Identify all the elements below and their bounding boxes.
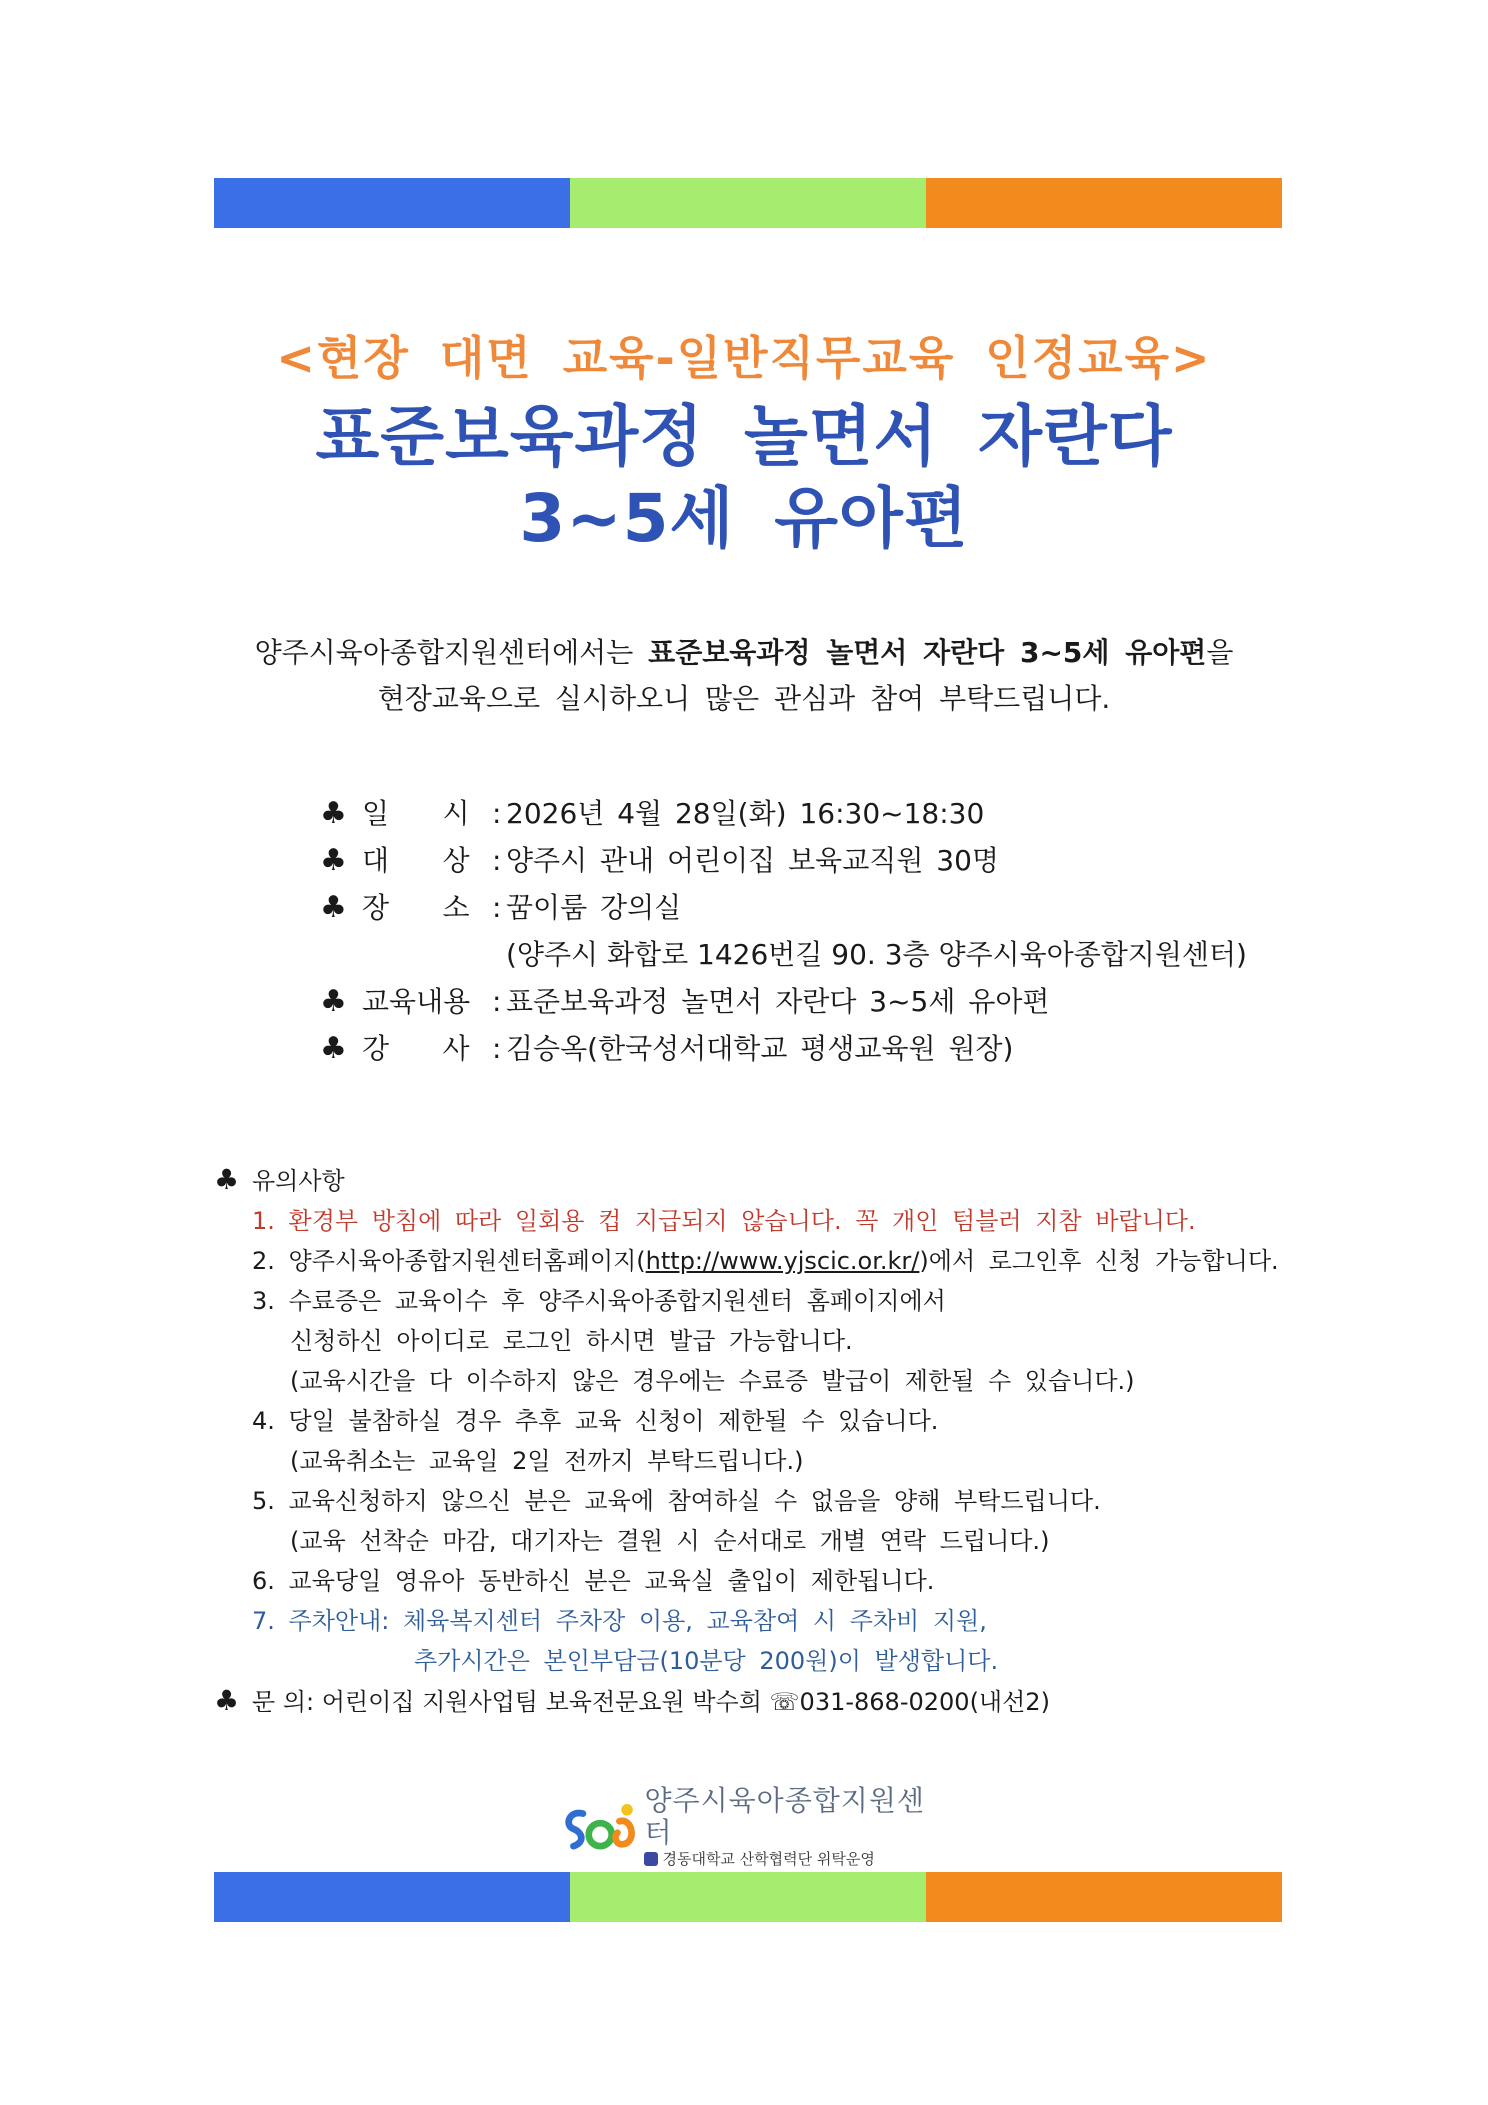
intro-bold-title: 표준보육과정 놀면서 자란다 3~5세 유아편 [648, 636, 1207, 669]
detail-label: 강 사 [362, 1032, 470, 1065]
detail-label: 일 시 [362, 797, 470, 830]
note-5-cont: (교육 선착순 마감, 대기자는 결원 시 순서대로 개별 연락 드립니다.) [290, 1527, 1050, 1555]
top-bar-blue [214, 178, 570, 228]
logo-mark-icon [560, 1799, 640, 1855]
logo-text [644, 1785, 940, 1869]
detail-content [320, 978, 1247, 1025]
logo-sub [644, 1849, 940, 1869]
notes-heading [214, 1160, 1279, 1201]
logo-name: 양주시육아종합지원센터 [644, 1784, 925, 1849]
note-3-cont: (교육시간을 다 이수하지 않은 경우에는 수료증 발급이 제한될 수 있습니다.) [290, 1367, 1135, 1395]
note-3: 3. 수료증은 교육이수 후 양주시육아종합지원센터 홈페이지에서 [252, 1287, 946, 1315]
note-1: 1. 환경부 방침에 따라 일회용 컵 지급되지 않습니다. 꼭 개인 텀블러 지참 바랍니다. [252, 1207, 1196, 1235]
detail-value: 김승옥(한국성서대학교 평생교육원 원장) [506, 1032, 1014, 1065]
subtitle: <현장 대면 교육-일반직무교육 인정교육> [276, 331, 1212, 385]
top-bar-orange [926, 178, 1282, 228]
center-logo [560, 1784, 940, 1868]
bottom-color-bar [214, 1872, 1282, 1922]
detail-target [320, 837, 1247, 884]
intro-paragraph [0, 630, 1488, 722]
homepage-link[interactable]: http://www.yjscic.or.kr/ [645, 1247, 920, 1275]
detail-lecturer [320, 1025, 1247, 1072]
detail-date [320, 790, 1247, 837]
detail-sep: : [492, 844, 502, 877]
detail-sep: : [492, 1032, 502, 1065]
note-2 [214, 1241, 1279, 1281]
intro-text: 양주시육아종합지원센터에서는 [254, 636, 649, 669]
detail-sep: : [492, 985, 502, 1018]
notes-heading-text: 유의사항 [252, 1167, 345, 1195]
intro-text-end: 을 [1206, 636, 1234, 669]
intro-line-1 [0, 630, 1488, 676]
detail-sep: : [492, 797, 502, 830]
contact-line [214, 1681, 1279, 1722]
contact-text: 문 의: 어린이집 지원사업팀 보육전문요원 박수희 ☏031-868-0200(내선2) [252, 1688, 1050, 1716]
detail-value: 표준보육과정 놀면서 자란다 3~5세 유아편 [506, 985, 1050, 1018]
note-7: 7. 주차안내: 체육복지센터 주차장 이용, 교육참여 시 주차비 지원, [252, 1607, 987, 1635]
club-icon: ♣ [320, 890, 347, 925]
detail-value: 2026년 4월 28일(화) 16:30~18:30 [506, 797, 985, 830]
note-3-cont: 신청하신 아이디로 로그인 하시면 발급 가능합니다. [290, 1327, 853, 1355]
bottom-bar-green [570, 1872, 926, 1922]
intro-line-2: 현장교육으로 실시하오니 많은 관심과 참여 부탁드립니다. [377, 682, 1111, 715]
detail-label: 장 소 [362, 891, 470, 924]
bottom-bar-orange [926, 1872, 1282, 1922]
note-5: 5. 교육신청하지 않으신 분은 교육에 참여하실 수 없음을 양해 부탁드립니다. [252, 1487, 1101, 1515]
note-7-cont: 추가시간은 본인부담금(10분당 200원)이 발생합니다. [414, 1647, 999, 1675]
detail-value: 꿈이룸 강의실 [506, 891, 682, 924]
bottom-bar-blue [214, 1872, 570, 1922]
note-4: 4. 당일 불참하실 경우 추후 교육 신청이 제한될 수 있습니다. [252, 1407, 939, 1435]
detail-label: 교육내용 [362, 985, 471, 1018]
top-color-bar [214, 178, 1282, 228]
detail-value: 양주시 관내 어린이집 보육교직원 30명 [506, 844, 999, 877]
detail-place [320, 884, 1247, 931]
logo-sub-text: 경동대학교 산학협력단 위탁운영 [662, 1850, 875, 1868]
club-icon: ♣ [214, 1163, 240, 1196]
club-icon: ♣ [214, 1684, 240, 1717]
title-line-1: 표준보육과정 놀면서 자란다 [315, 398, 1173, 475]
title-line-2: 3~5세 유아편 [519, 480, 969, 557]
note-2-post: )에서 로그인후 신청 가능합니다. [919, 1247, 1279, 1275]
university-emblem-icon [644, 1852, 658, 1866]
club-icon: ♣ [320, 843, 347, 878]
top-bar-green [570, 178, 926, 228]
detail-label: 대 상 [362, 844, 470, 877]
notes-section [214, 1160, 1279, 1722]
title-block [0, 320, 1488, 560]
note-2-pre: 2. 양주시육아종합지원센터홈페이지( [252, 1247, 646, 1275]
club-icon: ♣ [320, 796, 347, 831]
detail-place-address: (양주시 화합로 1426번길 90. 3층 양주시육아종합지원센터) [506, 938, 1247, 971]
detail-sep: : [492, 891, 502, 924]
event-details [320, 790, 1247, 1072]
club-icon: ♣ [320, 1031, 347, 1066]
note-4-cont: (교육취소는 교육일 2일 전까지 부탁드립니다.) [290, 1447, 804, 1475]
note-6: 6. 교육당일 영유아 동반하신 분은 교육실 출입이 제한됩니다. [252, 1567, 935, 1595]
club-icon: ♣ [320, 984, 347, 1019]
